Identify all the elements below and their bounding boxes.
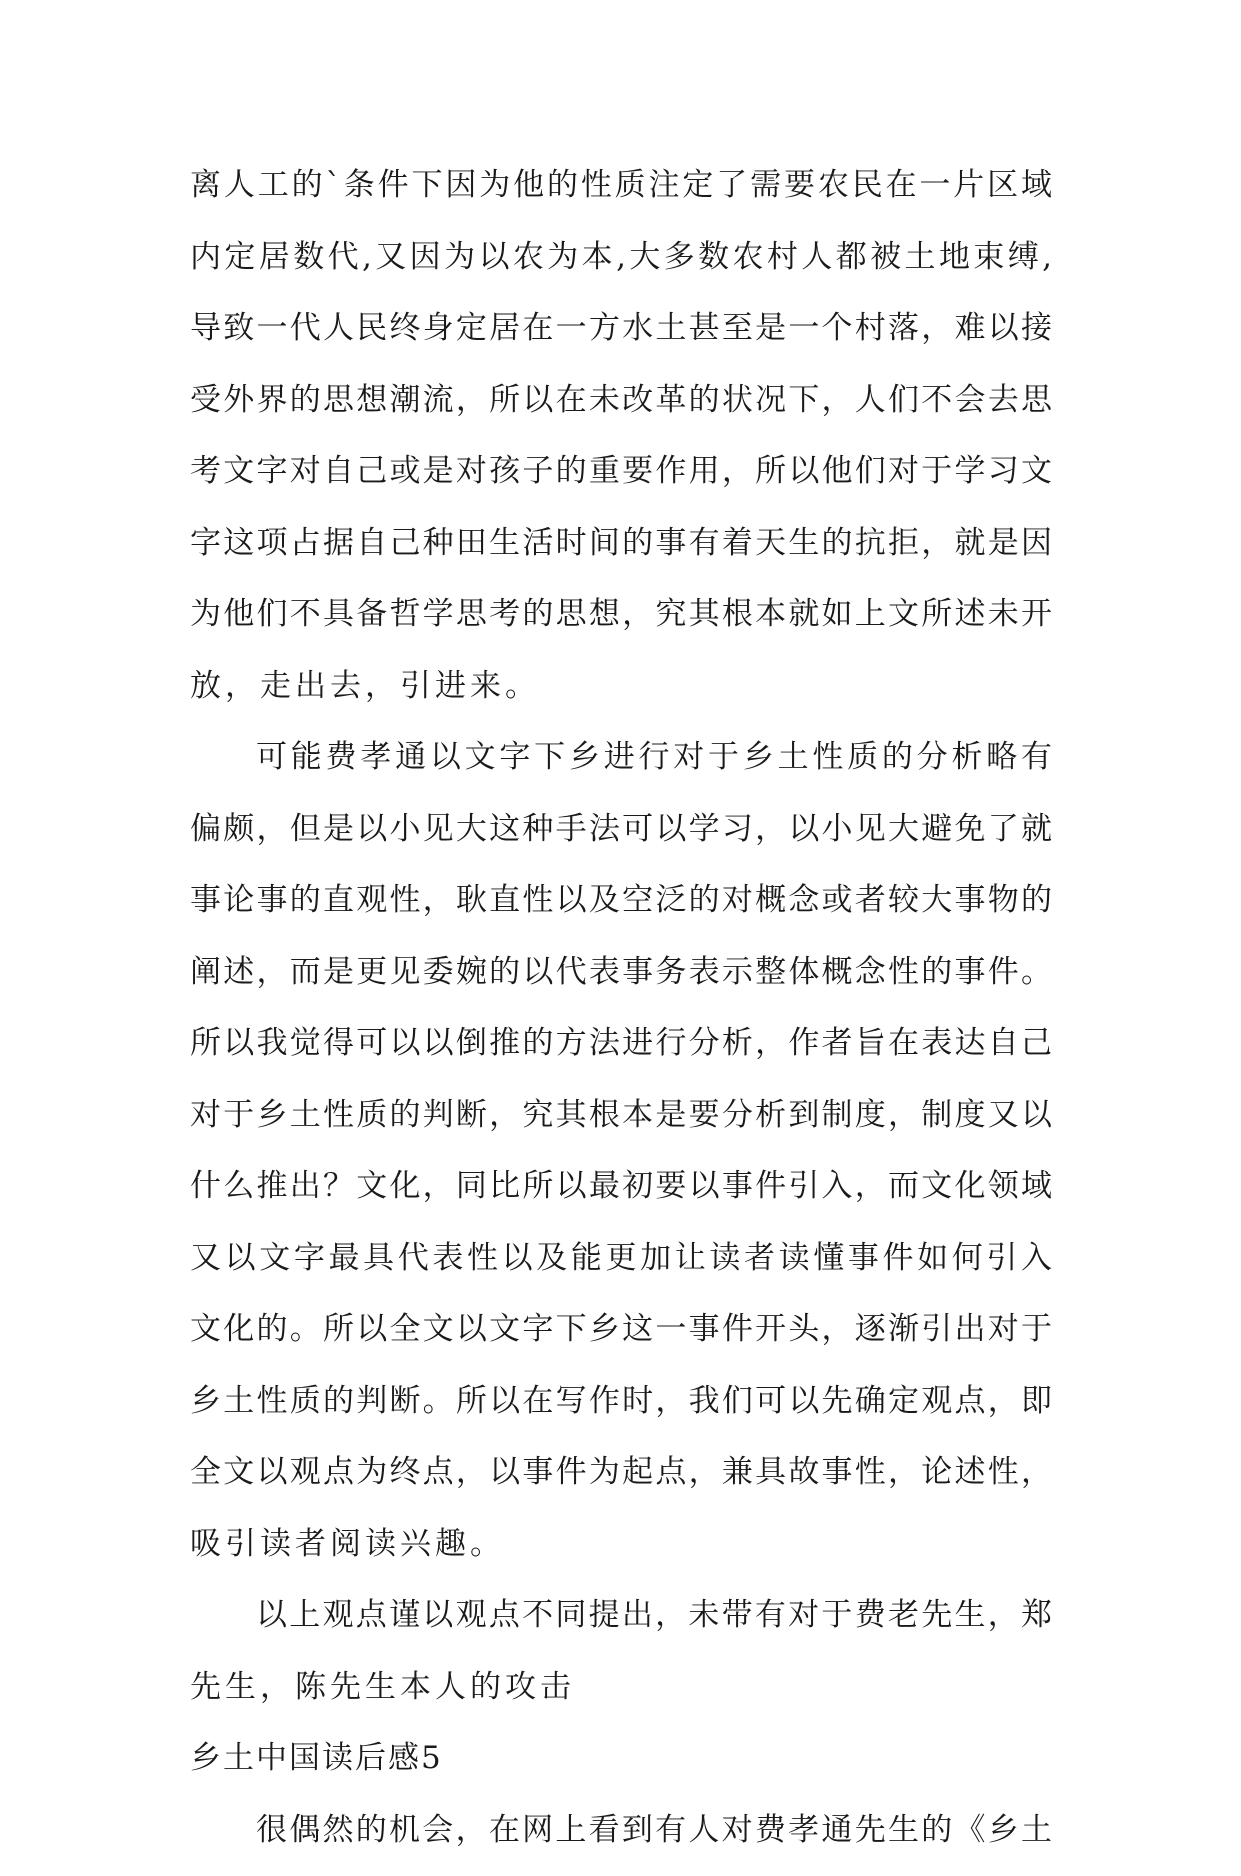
text-line: 考文字对自己或是对孩子的重要作用，所以他们对于学习文 xyxy=(190,453,1052,489)
paragraph-start-line: 可能费孝通以文字下乡进行对于乡土性质的分析略有 xyxy=(256,739,1052,775)
text-line: 事论事的直观性，耿直性以及空泛的对概念或者较大事物的 xyxy=(190,882,1052,918)
text-line: 所以我觉得可以以倒推的方法进行分析，作者旨在表达自己 xyxy=(190,1025,1052,1061)
document-body xyxy=(190,160,1052,1876)
text-line: 阐述，而是更见委婉的以代表事务表示整体概念性的事件。 xyxy=(190,953,1052,990)
text-line: 字这项占据自己种田生活时间的事有着天生的抗拒，就是因 xyxy=(190,524,1052,561)
text-line: 放，走出去，引进来。 xyxy=(190,667,540,704)
section-heading: 乡土中国读后感5 xyxy=(190,1740,443,1776)
text-line: 偏颇，但是以小见大这种手法可以学习，以小见大避免了就 xyxy=(190,810,1052,847)
text-line: 乡土性质的判断。所以在写作时，我们可以先确定观点，即 xyxy=(190,1382,1052,1419)
text-line: 什么推出？文化，同比所以最初要以事件引入，而文化领域 xyxy=(190,1168,1052,1204)
text-line: 全文以观点为终点，以事件为起点，兼具故事性，论述性， xyxy=(190,1454,1052,1490)
text-line: 导致一代人民终身定居在一方水土甚至是一个村落，难以接 xyxy=(190,310,1052,346)
text-line: 内定居数代,又因为以农为本,大多数农村人都被土地束缚, xyxy=(190,238,1052,275)
text-line: 为他们不具备哲学思考的思想，究其根本就如上文所述未开 xyxy=(190,596,1052,632)
paragraph-start-line: 很偶然的机会，在网上看到有人对费孝通先生的《乡土 xyxy=(256,1811,1052,1848)
text-line: 离人工的`条件下因为他的性质注定了需要农民在一片区域 xyxy=(190,167,1052,203)
text-line: 吸引读者阅读兴趣。 xyxy=(190,1525,505,1562)
text-line: 受外界的思想潮流，所以在未改革的状况下，人们不会去思 xyxy=(190,381,1052,418)
text-line: 文化的。所以全文以文字下乡这一事件开头，逐渐引出对于 xyxy=(190,1311,1052,1347)
text-line: 对于乡土性质的判断，究其根本是要分析到制度，制度又以 xyxy=(190,1096,1052,1133)
paragraph-start-line: 以上观点谨以观点不同提出，未带有对于费老先生，郑 xyxy=(256,1597,1052,1633)
text-line: 先生，陈先生本人的攻击 xyxy=(190,1668,575,1705)
text-line: 又以文字最具代表性以及能更加让读者读懂事件如何引入 xyxy=(190,1239,1052,1276)
